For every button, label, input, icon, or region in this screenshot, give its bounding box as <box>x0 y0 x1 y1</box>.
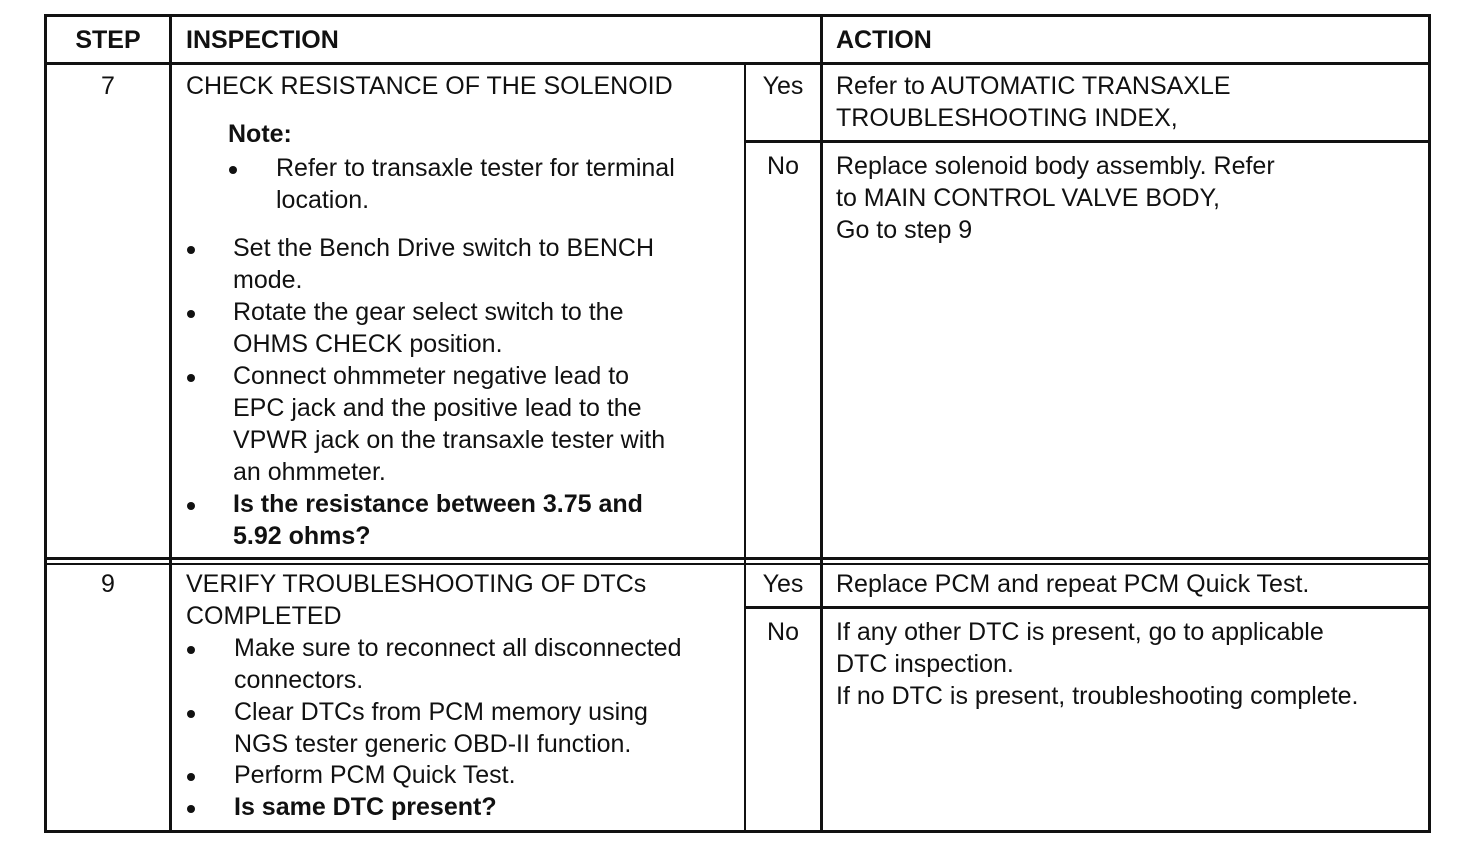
row1-bullet2-l1: Rotate the gear select switch to the <box>233 298 624 326</box>
bullet-icon <box>229 166 237 174</box>
row2-yes-label: Yes <box>762 570 804 598</box>
row2-question: Is same DTC present? <box>234 793 497 821</box>
row2-no-action-l3: If no DTC is present, troubleshooting complete. <box>836 682 1359 710</box>
bullet-icon <box>187 773 195 781</box>
row2-no-action-l1: If any other DTC is present, go to applicable <box>836 618 1324 646</box>
row1-bullet3-l3: VPWR jack on the transaxle tester with <box>233 426 666 454</box>
table-bottom-border <box>44 830 1431 833</box>
row1-yes-label: Yes <box>762 72 804 100</box>
bullet-icon <box>187 710 195 718</box>
row1-note-label: Note: <box>228 120 292 148</box>
header-divider <box>44 62 1431 65</box>
bullet-icon <box>187 805 195 813</box>
row1-note-line2: location. <box>276 186 370 214</box>
row1-yesno-divider <box>744 140 1431 143</box>
row1-bullet3-l4: an ohmmeter. <box>233 458 386 486</box>
bullet-icon <box>187 502 195 510</box>
bullet-icon <box>187 310 195 318</box>
row2-bullet2-l1: Clear DTCs from PCM memory using <box>234 698 648 726</box>
header-step: STEP <box>75 26 141 54</box>
row1-note-line1: Refer to transaxle tester for terminal <box>276 154 675 182</box>
bullet-icon <box>187 646 195 654</box>
row-divider <box>44 557 1431 560</box>
row1-yes-action-l1: Refer to AUTOMATIC TRANSAXLE <box>836 72 1231 100</box>
row1-yes-action-l2: TROUBLESHOOTING INDEX, <box>836 104 1178 132</box>
bullet-icon <box>187 246 195 254</box>
action-col-divider <box>820 14 823 833</box>
table-right-border <box>1428 14 1431 833</box>
row1-question-l2: 5.92 ohms? <box>233 522 371 550</box>
row2-step: 9 <box>101 570 115 598</box>
bullet-icon <box>187 374 195 382</box>
row1-no-action-l3: Go to step 9 <box>836 216 973 244</box>
row2-yesno-divider <box>744 606 1431 609</box>
row1-title: CHECK RESISTANCE OF THE SOLENOID <box>186 72 673 100</box>
row1-step: 7 <box>101 72 115 100</box>
row2-title-l1: VERIFY TROUBLESHOOTING OF DTCs <box>186 570 647 598</box>
row1-bullet2-l2: OHMS CHECK position. <box>233 330 503 358</box>
row1-no-action-l1: Replace solenoid body assembly. Refer <box>836 152 1275 180</box>
table-top-border <box>44 14 1431 17</box>
row2-bullet2-l2: NGS tester generic OBD-II function. <box>234 730 632 758</box>
row1-no-label: No <box>767 152 799 180</box>
step-col-divider <box>169 14 172 833</box>
row2-title-l2: COMPLETED <box>186 602 342 630</box>
row1-bullet3-l2: EPC jack and the positive lead to the <box>233 394 642 422</box>
row1-question-l1: Is the resistance between 3.75 and <box>233 490 643 518</box>
row2-yes-action: Replace PCM and repeat PCM Quick Test. <box>836 570 1310 598</box>
row1-bullet1-l2: mode. <box>233 266 303 294</box>
row2-bullet1-l1: Make sure to reconnect all disconnected <box>234 634 682 662</box>
row2-no-label: No <box>767 618 799 646</box>
row2-bullet3-l1: Perform PCM Quick Test. <box>234 761 516 789</box>
row1-bullet3-l1: Connect ohmmeter negative lead to <box>233 362 630 390</box>
header-action: ACTION <box>836 26 932 54</box>
table-left-border <box>44 14 47 833</box>
row1-bullet1-l1: Set the Bench Drive switch to BENCH <box>233 234 654 262</box>
header-inspection: INSPECTION <box>186 26 339 54</box>
row-divider-2 <box>44 563 1431 565</box>
row1-no-action-l2: to MAIN CONTROL VALVE BODY, <box>836 184 1220 212</box>
row2-no-action-l2: DTC inspection. <box>836 650 1014 678</box>
row2-bullet1-l2: connectors. <box>234 666 364 694</box>
